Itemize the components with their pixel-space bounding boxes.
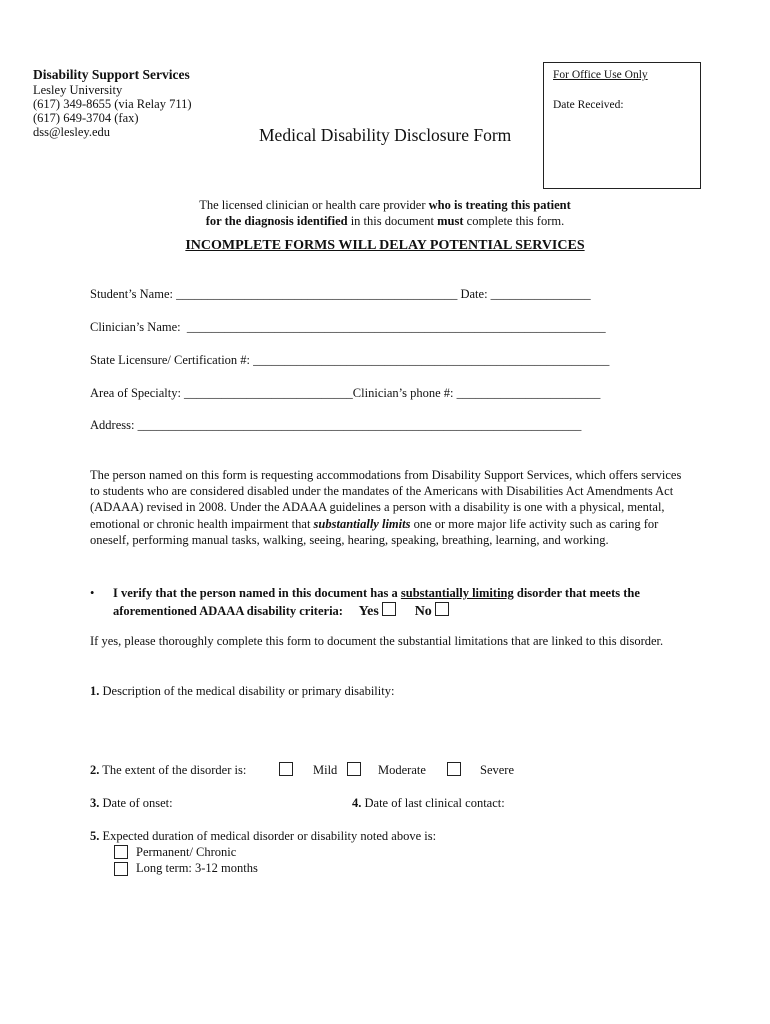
specialty-phone-field[interactable]: Area of Specialty: ___________________________Clinician’s phone #: _______________________	[90, 386, 601, 400]
adaaa-paragraph	[90, 467, 690, 548]
form-title: Medical Disability Disclosure Form	[259, 125, 512, 145]
intro-bold: must	[437, 214, 464, 228]
question-4	[352, 795, 505, 811]
intro-part: in this document	[347, 214, 438, 228]
question-3	[90, 795, 173, 811]
org-contact-block	[33, 68, 192, 139]
severe-checkbox[interactable]	[447, 762, 461, 776]
no-checkbox[interactable]	[435, 602, 449, 616]
q2-number: 2.	[90, 763, 100, 777]
yes-label: Yes	[358, 603, 379, 619]
email-address: dss@lesley.edu	[33, 125, 111, 139]
question-1	[90, 683, 394, 699]
no-label: No	[414, 603, 432, 619]
paragraph-emphasis: substantially limits	[313, 516, 411, 531]
mild-checkbox[interactable]	[279, 762, 293, 776]
q3-text: Date of onset:	[99, 796, 173, 810]
yes-checkbox[interactable]	[382, 602, 396, 616]
q2-text: The extent of the disorder is:	[99, 763, 247, 777]
university-name: Lesley University	[33, 83, 123, 97]
warning-heading: INCOMPLETE FORMS WILL DELAY POTENTIAL SERVICES	[185, 238, 585, 253]
license-field[interactable]: State Licensure/ Certification #: _________________________________________________________	[90, 353, 610, 367]
q1-text: Description of the medical disability or primary disability:	[99, 684, 395, 698]
mild-label: Mild	[313, 763, 338, 777]
paragraph-text: one or more major life activity such as caring for oneself, performing manual tasks, walking, seeing, hearing, speaking, breathing, learning, and working.	[90, 516, 659, 547]
moderate-label: Moderate	[378, 763, 426, 777]
intro-bold: for the diagnosis identified	[205, 214, 348, 228]
date-received-label: Date Received:	[553, 99, 624, 111]
intro-part: The licensed clinician or health care provider	[199, 198, 429, 212]
if-yes-instructions: If yes, please thoroughly complete this form to document the substantial limitations that are linked to this disorder.	[90, 634, 664, 648]
permanent-checkbox[interactable]	[114, 845, 128, 859]
address-field[interactable]: Address: _______________________________________________________________________	[90, 418, 582, 432]
q4-text: Date of last clinical contact:	[361, 796, 505, 810]
q3-number: 3.	[90, 796, 100, 810]
office-use-title: For Office Use Only	[553, 69, 648, 81]
verify-post: disorder that meets the aforementioned ADAAA disability criteria:	[113, 586, 640, 618]
q1-number: 1.	[90, 684, 100, 698]
org-name: Disability Support Services	[33, 67, 190, 82]
verify-underlined: substantially limiting	[400, 586, 514, 600]
clinician-name-field[interactable]: Clinician’s Name: ___________________________________________________________________	[90, 320, 606, 334]
long-term-checkbox[interactable]	[114, 862, 128, 876]
severe-label: Severe	[480, 763, 515, 777]
permanent-label: Permanent/ Chronic	[136, 845, 237, 859]
office-use-box	[543, 62, 701, 189]
verify-pre: I verify that the person named in this document has a	[113, 586, 401, 600]
intro-part: complete this form.	[463, 214, 565, 228]
fax-number: (617) 649-3704 (fax)	[33, 111, 139, 125]
phone-relay: (617) 349-8655 (via Relay 711)	[33, 97, 192, 111]
intro-bold: who is treating this patient	[428, 198, 571, 212]
verify-text	[113, 585, 673, 620]
intro-text	[0, 197, 770, 229]
student-name-field[interactable]: Student’s Name: _____________________________________________ Date: ________________	[90, 287, 591, 301]
long-term-label: Long term: 3-12 months	[136, 861, 258, 875]
moderate-checkbox[interactable]	[347, 762, 361, 776]
q4-number: 4.	[352, 796, 362, 810]
q5-number: 5.	[90, 829, 100, 843]
bullet-icon: •	[90, 586, 95, 600]
question-5	[90, 828, 436, 844]
q5-text: Expected duration of medical disorder or disability noted above is:	[99, 829, 437, 843]
paragraph-text: The person named on this form is requesting accommodations from Disability Support Services, which offers services to students who are considered disabled under the mandates of the Americans with Disabilities Act Amendments Act (ADAAA) revised in 2008. Under the ADAAA guidelines a person with a disability is one with a physical, mental, emotional or chronic health impairment that	[90, 468, 682, 531]
